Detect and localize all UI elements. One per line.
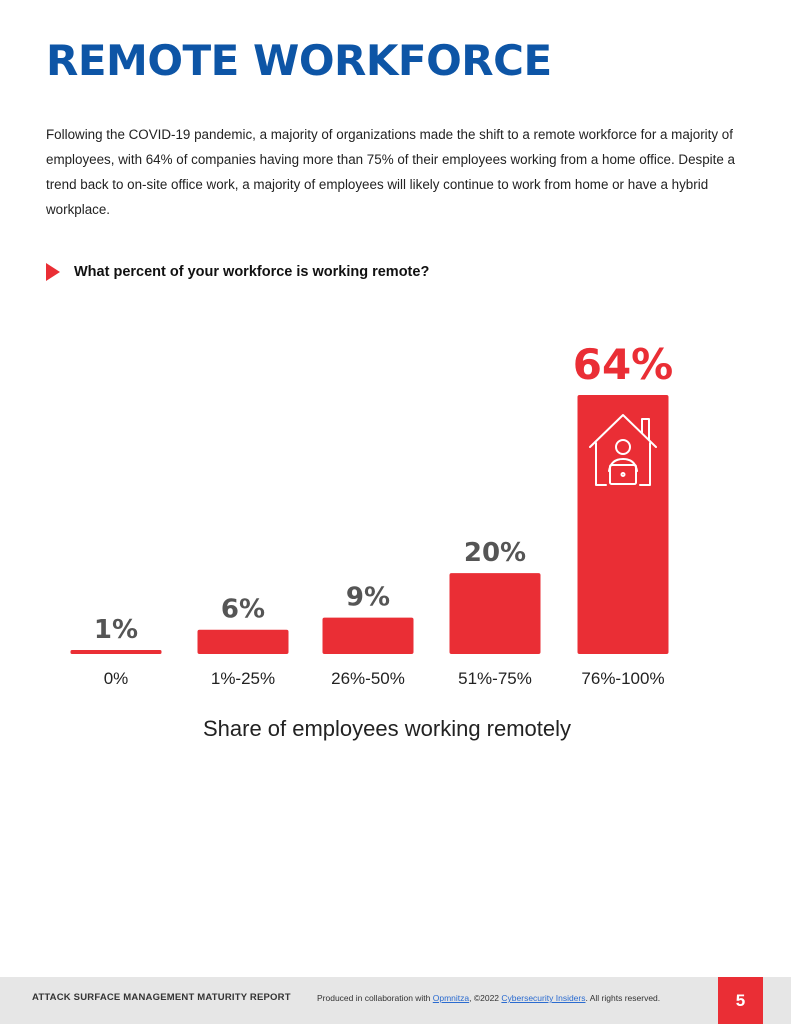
value-label-2: 6% bbox=[220, 594, 266, 625]
opmnitza-link[interactable]: Opmnitza bbox=[432, 993, 470, 1003]
x-axis-label: Share of employees working remotely bbox=[202, 716, 572, 741]
value-label-3: 9% bbox=[345, 582, 391, 613]
value-label-4: 20% bbox=[463, 538, 527, 569]
value-label-1: 1% bbox=[93, 614, 139, 645]
category-label-3: 26%-50% bbox=[331, 669, 405, 688]
category-label-5: 76%-100% bbox=[581, 669, 665, 688]
bar-1 bbox=[71, 650, 162, 654]
play-triangle-icon bbox=[46, 263, 60, 281]
category-label-1: 0% bbox=[103, 669, 129, 688]
value-label-5: 64% bbox=[572, 340, 674, 389]
category-label-2: 1%-25% bbox=[210, 669, 276, 688]
category-label-4: 51%-75% bbox=[458, 669, 532, 688]
credit-prefix: Produced in collaboration with bbox=[317, 993, 433, 1003]
credit-suffix: . All rights reserved. bbox=[585, 993, 661, 1003]
credit-mid: , ©2022 bbox=[469, 993, 502, 1003]
report-name: ATTACK SURFACE MANAGEMENT MATURITY REPORT bbox=[32, 992, 291, 1003]
bar-4 bbox=[450, 573, 541, 654]
page-title: REMOTE WORKFORCE bbox=[46, 36, 552, 85]
bar-3 bbox=[323, 618, 414, 654]
bar-5 bbox=[578, 395, 669, 654]
bar-2 bbox=[198, 630, 289, 654]
remote-workforce-bar-chart bbox=[0, 320, 791, 750]
page-number: 5 bbox=[718, 977, 763, 1024]
question-text: What percent of your workforce is working remote? bbox=[74, 264, 430, 280]
cybersecurity-insiders-link[interactable]: Cybersecurity Insiders bbox=[501, 993, 586, 1003]
footer bbox=[0, 977, 791, 1024]
intro-paragraph: Following the COVID-19 pandemic, a majority of organizations made the shift to a remote workforce for a majority of employees, with 64% of companies having more than 75% of their employees working from a home office. Despite a trend back to on-site office work, a majority of employees will likely continue to work from home or have a hybrid workplace. bbox=[46, 127, 735, 217]
footer-credits bbox=[317, 993, 660, 1003]
survey-question bbox=[46, 260, 429, 284]
